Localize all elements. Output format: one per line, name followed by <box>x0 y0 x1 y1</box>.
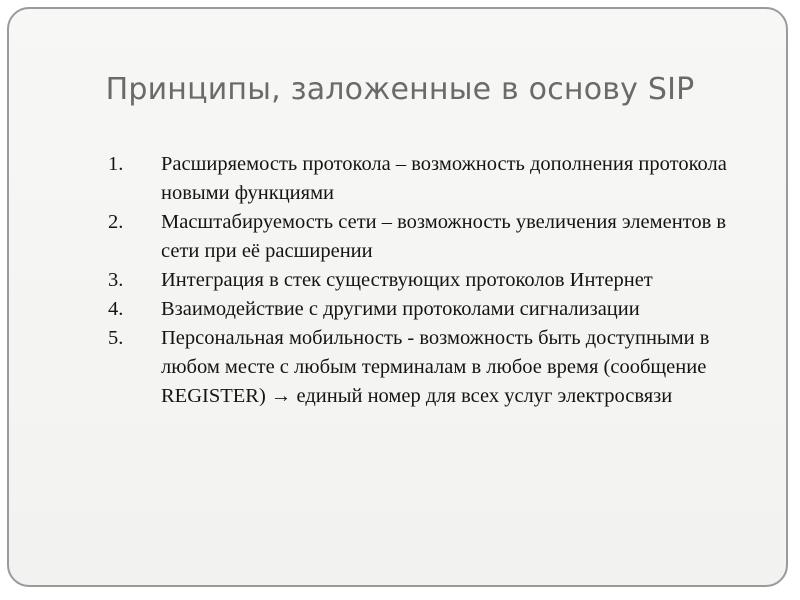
list-item <box>108 324 728 411</box>
list-item-text: Расширяемость протокола – возможность дополнения протокола новыми функциями <box>161 153 727 204</box>
list-item <box>108 208 728 266</box>
slide-title: Принципы, заложенные в основу SIP <box>105 72 695 107</box>
list-item-text: Взаимодействие с другими протоколами сигнализации <box>161 298 640 320</box>
list-item-text: Масштабируемость сети – возможность увеличения элементов в сети при её расширении <box>161 211 727 262</box>
list-item-number: 3. <box>108 269 124 291</box>
list-item <box>108 295 728 324</box>
list-item-number: 1. <box>108 153 124 175</box>
principles-list <box>108 150 728 411</box>
list-item-text: Интеграция в стек существующих протоколов Интернет <box>161 269 653 291</box>
list-item-number: 2. <box>108 211 124 233</box>
list-item-number: 5. <box>108 327 124 349</box>
list-item-number: 4. <box>108 298 124 320</box>
list-item-text: Персональная мобильность - возможность быть доступными в любом месте с любым терминалам в любое время (сообщение REGISTER) → единый номер для всех услуг электросвязи <box>161 327 710 407</box>
list-item <box>108 150 728 208</box>
list-item <box>108 266 728 295</box>
